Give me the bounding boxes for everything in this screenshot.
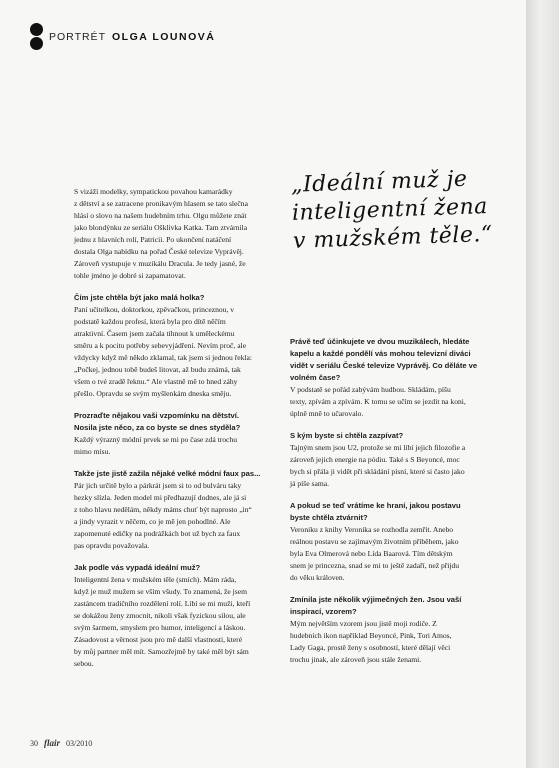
interview-question: vidět v seriálu České televize Vyprávěj. Co děláte ve xyxy=(290,361,478,370)
answer-line: podstatě každou profesí, která byla pro dítě něčím xyxy=(74,317,226,326)
interview-question: Nosila jste něco, za co byste se dnes styděla? xyxy=(74,423,241,432)
pull-quote-line: v mužském těle.“ xyxy=(292,221,494,254)
interview-block xyxy=(290,500,496,584)
interview-question: A pokud se teď vrátíme ke hraní, jakou postavu xyxy=(290,501,461,510)
answer-line: reálnou postavu se zajímavým životním příběhem, jako xyxy=(290,537,459,546)
answer-line: byla Eva Olmerová nebo Lída Baarová. Tím dětským xyxy=(290,549,453,558)
text-line: Zároveň vystupuje v muzikálu Dracula. Je tedy jasné, že xyxy=(74,259,246,268)
answer-line: svým šarmem, smyslem pro humor, inteligencí a láskou. xyxy=(74,623,246,632)
pull-quote-line: inteligentní žena xyxy=(291,194,489,226)
answer-line: texty, zpívám a zpívám. K tomu se učím se jezdit na koni, xyxy=(290,397,466,406)
page-number: 30 xyxy=(30,739,38,748)
answer-line: Lady Gaga, prostě ženy s osobností, které dělají věci xyxy=(290,643,451,652)
answer-line: směru a k pocitu potřeby sebevyjádření. Nevím proč, ale xyxy=(74,341,247,350)
interview-question: Prozraďte nějakou vaši vzpomínku na dětství. xyxy=(74,411,239,420)
answer-line: hudebních ikon například Beyoncé, Pink, Tori Amos, xyxy=(290,631,452,640)
answer-line: V podstatě se pořád zabývám hudbou. Skládám, píšu xyxy=(290,385,451,394)
answer-line: Veroniku z knihy Veronika se rozhodla zemřít. Anebo xyxy=(290,525,454,534)
section-label: PORTRÉT xyxy=(49,31,106,43)
answer-line: úplně mně to učarovalo. xyxy=(290,409,364,418)
answer-line: snem je princezna, snad se mi to ještě zadaří, než přijdu xyxy=(290,561,460,570)
header-bullets xyxy=(30,23,43,51)
answer-line: a jindy vyrazit v něčem, co je mě jen pohodlné. Ale xyxy=(74,517,231,526)
right-column xyxy=(290,336,496,676)
answer-line: trochu jinak, ale zároveň jsou stále ženami. xyxy=(290,655,422,664)
answer-line: mimo mísu. xyxy=(74,447,111,456)
answer-line: se dokážou ženy zmocnit, nikoli však fyzickou silou, ale xyxy=(74,611,246,620)
interview-question: Právě teď účinkujete ve dvou muzikálech, hledáte xyxy=(290,337,470,346)
interview-block xyxy=(74,410,284,458)
answer-line: hezky slízla. Jeden model mi předhazují dodnes, ale já si xyxy=(74,493,247,502)
answer-line: Paní učitelkou, doktorkou, zpěvačkou, princeznou, v xyxy=(74,305,235,314)
answer-line: Mým největším vzorem jsou jistě moji rodiče. Z xyxy=(290,619,437,628)
answer-line: pas opravdu považovala. xyxy=(74,541,150,550)
text-line: jednu z hlavních rolí, Patricii. Po ukončení natáčení xyxy=(74,235,232,244)
interview-question: kapelu a každé pondělí vás mohou televizní diváci xyxy=(290,349,471,358)
page-header xyxy=(30,22,215,52)
interview-question: Zmínila jste několik výjimečných žen. Jsou vaší xyxy=(290,595,462,604)
interview-question: inspirací, vzorem? xyxy=(290,607,357,616)
magazine-name: flair xyxy=(44,738,61,748)
left-column xyxy=(74,186,284,680)
bullet-dot-icon xyxy=(30,37,43,50)
interview-question: Takže jste jistě zažila nějaké velké módní faux pas... xyxy=(74,469,261,478)
interview-question: S kým byste si chtěla zazpívat? xyxy=(290,431,404,440)
interview-block xyxy=(290,336,496,420)
text-line: z dětství a se zatracene pronikavým hlasem se tato slečna xyxy=(74,199,248,208)
page-spine xyxy=(526,0,559,768)
issue-number: 03/2010 xyxy=(66,739,93,748)
answer-line: by můj partner měl mít. Samozřejmě by také měl být sám xyxy=(74,647,249,656)
text-line: hlásí o slovo na našem hudebním trhu. Olgu můžete znát xyxy=(74,211,247,220)
text-line: tohle jméno je dobré si zapamatovat. xyxy=(74,271,186,280)
answer-line: zastáncem tradičního rozdělení rolí. Líbí se mi muži, kteří xyxy=(74,599,251,608)
answer-line: bych si přála ji vidět při skládání písní, které si často jako xyxy=(290,467,465,476)
answer-line: vždycky když mě někdo zklamal, tak jsem si jednou řekla: xyxy=(74,353,252,362)
pull-quote-line: „Ideální muž je xyxy=(290,166,468,198)
answer-line: zapomenuté edičky na podrážkách bot už bych za faux xyxy=(74,529,241,538)
answer-line: z toho hlavu nedělám, někdy máms chuť být naprosto „in“ xyxy=(74,505,252,514)
answer-line: všem o tvé zradě řeknu.“ Ale vlastně mě to hned záhy xyxy=(74,377,238,386)
bullet-dot-icon xyxy=(30,23,43,36)
interview-question: volném čase? xyxy=(290,373,341,382)
interview-block xyxy=(74,468,284,552)
answer-line: atraktivní. Časem jsem začala tíhnout k uměleckému xyxy=(74,329,235,338)
text-line: S vizáží modelky, sympatickou povahou kamarádky xyxy=(74,187,233,196)
article-subject-name: OLGA LOUNOVÁ xyxy=(111,31,216,43)
pull-quote xyxy=(291,164,514,256)
text-line: dostala Olga nabídku na pořad České televize Vyprávěj. xyxy=(74,247,244,256)
answer-line: „Počkej, jednou tobě budeš litovat, až budu známá, tak xyxy=(74,365,241,374)
interview-question: byste chtěla ztvárnit? xyxy=(290,513,368,522)
answer-line: Inteligentní žena v mužském těle (smích). Mám ráda, xyxy=(74,575,237,584)
answer-line: Tajným snem jsou U2, protože se mi líbí jejich filozofie a xyxy=(290,443,466,452)
interview-question: Čím jste chtěla být jako malá holka? xyxy=(74,293,205,302)
answer-line: zároveň jejich energie na pódiu. Také s S Beyoncé, moc xyxy=(290,455,460,464)
interview-block xyxy=(74,562,284,670)
answer-line: přešlo. Opravdu se svým myšlenkám dneska směju. xyxy=(74,389,232,398)
answer-line: Každý výrazný módní prvek se mi po čase zdá trochu xyxy=(74,435,237,444)
interview-block xyxy=(290,430,496,490)
answer-line: Zásadovost a věrnost jsou pro mě další vlastnosti, které xyxy=(74,635,243,644)
interview-block xyxy=(290,594,496,666)
interview-question: Jak podle vás vypadá ideální muž? xyxy=(74,563,201,572)
text-line: jako blondýnku ze seriálu Ošklivka Katka. Tam ztvárnila xyxy=(74,223,248,232)
page-footer xyxy=(30,738,92,748)
answer-line: do věku královen. xyxy=(290,573,345,582)
answer-line: Pár jich určitě bylo a párkrát jsem si to od bulváru taky xyxy=(74,481,242,490)
answer-line: když je muž mužem se vším všudy. To znamená, že jsem xyxy=(74,587,248,596)
answer-line: já píše sama. xyxy=(290,479,330,488)
answer-line: sebou. xyxy=(74,659,94,668)
intro-paragraph xyxy=(74,186,284,282)
interview-block xyxy=(74,292,284,400)
